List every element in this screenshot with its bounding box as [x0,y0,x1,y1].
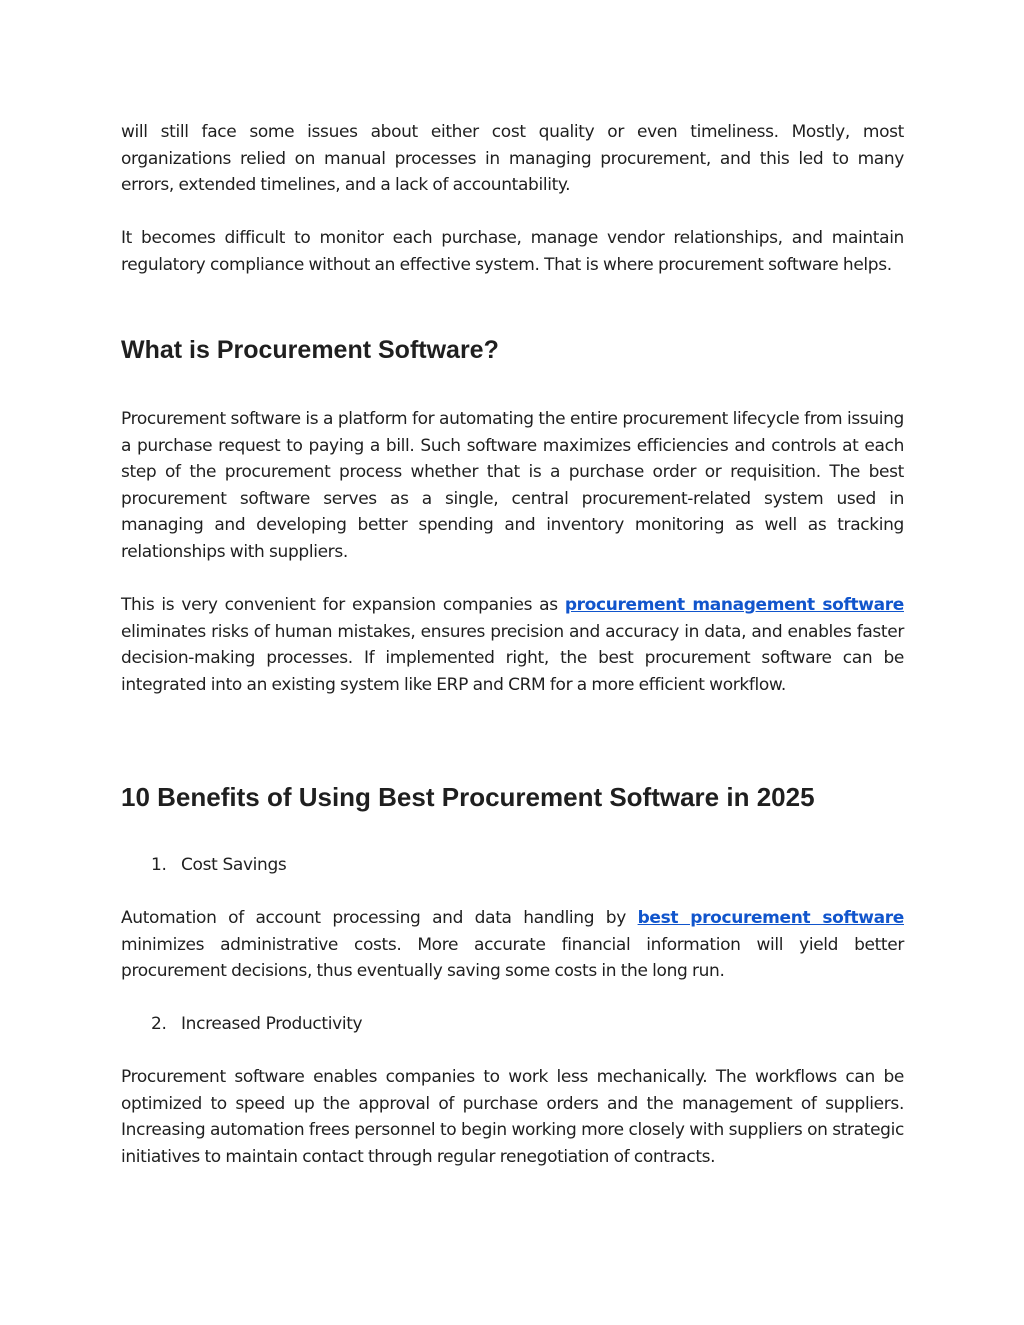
text-before-link: This is very convenient for expansion companies as [121,595,565,615]
text-after-link: minimizes administrative costs. More accurate financial information will yield better procurement decisions, thus eventually saving some costs in the long run. [121,934,904,981]
intro-paragraph-2: It becomes difficult to monitor each purchase, manage vendor relationships, and maintain regulatory compliance without an effective system. That is where procurement software helps. [121,228,904,275]
best-procurement-software-link[interactable]: best procurement software [637,908,904,928]
cost-savings-paragraph [121,905,904,985]
procurement-management-software-link[interactable]: procurement management software [564,595,904,615]
heading-benefits: 10 Benefits of Using Best Procurement Software in 2025 [121,782,815,812]
list-number-1: 1. [151,855,167,875]
text-after-link: eliminates risks of human mistakes, ensures precision and accuracy in data, and enables faster decision-making processes. If implemented right, the best procurement software can be integrated into an existing system like ERP and CRM for a more efficient workflow. [121,621,904,695]
list-number-2: 2. [151,1014,167,1034]
productivity-paragraph: Procurement software enables companies to work less mechanically. The workflows can be optimized to speed up the approval of purchase orders and the management of suppliers. Increasing automation frees personnel to begin working more closely with suppliers on strategic initiatives to maintain contact through regular renegotiation of contracts. [121,1067,904,1167]
what-is-paragraph-2 [121,592,904,698]
what-is-paragraph-1: Procurement software is a platform for automating the entire procurement lifecycle from issuing a purchase request to paying a bill. Such software maximizes efficiencies and controls at each step of the procurement process whether that is a purchase order or requisition. The best procurement software serves as a single, central procurement-related system used in managing and developing better spending and inventory monitoring as well as tracking relationships with suppliers. [121,409,904,562]
text-before-link: Automation of account processing and data handling by [121,908,638,928]
intro-paragraph-1: will still face some issues about either cost quality or even timeliness. Mostly, most organizations relied on manual processes in managing procurement, and this led to many errors, extended timelines, and a lack of accountability. [121,122,904,195]
heading-what-is: What is Procurement Software? [121,336,499,364]
list-item-cost-savings: Cost Savings [181,855,287,875]
list-item-increased-productivity: Increased Productivity [181,1014,363,1034]
